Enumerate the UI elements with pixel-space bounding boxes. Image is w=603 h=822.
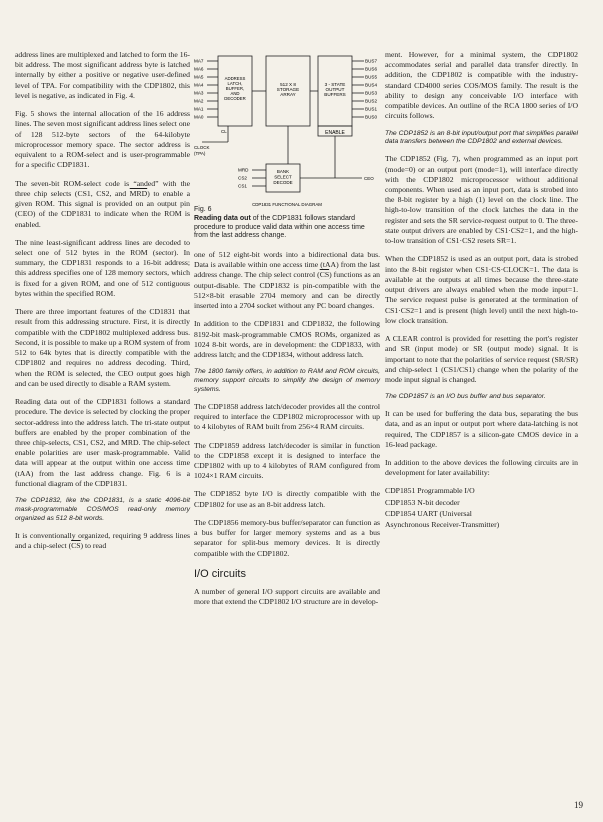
address-input-label: MA5 — [194, 74, 204, 80]
diagram-svg — [194, 50, 380, 210]
paragraph: address lines are multiplexed and latched to form the 16-bit address. The most significant address byte is latched internally by either a positive or negative user-defined level of TPA. For compatibility with the CDP1802, this level is negative, as indicated in Fig. 4. — [15, 50, 190, 100]
list-item: CDP1853 N-bit decoder — [385, 497, 460, 507]
enable-label: ENABLE — [325, 130, 345, 136]
paragraph: In addition to the CDP1831 and CDP1832, the following 8192-bit mask-programmable CMOS ROMs, organized as 1024 8-bit words, are in development: the CDP1833, with address latch; and the CDP1834, without address latch. — [194, 319, 380, 360]
diagram-title: CDP1831 FUNCTIONAL DIAGRAM — [252, 202, 322, 207]
ceo-label: CEO — [364, 176, 374, 181]
pull-caption: The CDP1832, like the CDP1831, is a static 4096-bit mask-programmable COS/MOS read-only memory organized as 512 8-bit words. — [15, 497, 190, 522]
text-run: ) to enable a given ROM. This signal is provided on an output pin (CEO) of the CDP1831 to indicate when the ROM is enabled. — [15, 188, 190, 229]
latch-text-line: AND — [230, 91, 240, 96]
address-input-label: MA6 — [194, 66, 204, 72]
address-input-label: MA7 — [194, 58, 204, 64]
paragraph: The CDP1856 memory-bus buffer/separator can function as a bus buffer for larger memory systems and as a bus separator for split-bus memory devices. It is directly compatible with the CDP1802. — [194, 517, 380, 558]
paragraph: ment. However, for a minimal system, the CDP1802 accommodates serial and parallel data transfer directly. In addition, the CDP1802 is compatible with the industry-standard CD4000 series COS/MOS family. The result is the ability to design any conceivable I/O interface with compatible devices. An outline of the RCA 1800 series of I/O circuits follows. — [385, 50, 578, 121]
buffer-text-line: 3 - STATE — [324, 82, 346, 87]
latch-text-line: DECODER — [224, 96, 246, 101]
paragraph: The CDP1852 byte I/O is directly compatible with the CDP1802 for use as an 8-bit address latch. — [194, 489, 380, 509]
column-right — [385, 50, 578, 531]
bus-output-label: BUS0 — [365, 114, 378, 120]
pull-caption: The CDP1857 is an I/O bus buffer and bus separator. — [385, 393, 546, 401]
paragraph: A number of general I/O support circuits are available and more that extend the CDP1802 I/O structure are in develop- — [194, 586, 380, 606]
paragraph — [194, 250, 380, 311]
select-input-label: CS1 — [238, 183, 247, 189]
list-item: Asynchronous Receiver-Transmitter) — [385, 520, 500, 530]
address-input-label: MA0 — [194, 114, 204, 120]
section-heading: I/O circuits — [194, 567, 246, 580]
latch-text-line: LATCH, — [227, 81, 243, 86]
storage-text-line: ARRAY — [280, 92, 296, 97]
list-item: CDP1854 UART (Universal — [385, 508, 472, 518]
select-text-line: BANK — [276, 169, 290, 174]
select-text-line: SELECT — [274, 174, 292, 180]
storage-block-label — [277, 82, 299, 97]
column-left — [15, 50, 190, 559]
select-block-label — [273, 169, 292, 185]
text-run: It is conventionally organized, requiring 9 address lines and a chip-select ( — [15, 530, 190, 550]
text-run: ) functions as an output-disable. The CDP1832 is pin-compatible with the 512×8-bit erasable 2704 memory and can be directly inserted into a 2704 socket without any PC board changes. — [194, 270, 380, 311]
text-run: ) to read — [80, 540, 107, 550]
signal-mrd: $\overline{MRD}$ — [129, 188, 148, 198]
bus-outputs — [352, 59, 377, 120]
paragraph: The nine least-significant address lines are decoded to select one of 512 bytes in the ROM (sector). In summary, the CDP1831 responds to a 16-bit address; this address specifies one of 128 memory sectors, which is fixed for a given ROM, and one of 512 contiguous bytes within the specified ROM. — [15, 237, 190, 298]
paragraph: It can be used for buffering the data bus, separating the bus data, and as an input or output port where data-latching is not required, The CDP1857 is a silicon-gate CMOS device in a 16-lead package. — [385, 409, 578, 449]
address-input-label: MA4 — [194, 82, 204, 88]
text-run: The seven-bit ROM-select code is “anded” with the three chip selects (CS1, CS2, and — [15, 178, 190, 198]
paragraph: The CDP1859 address latch/decoder is similar in function to the CDP1858 except it is designed to interface the CDP1802 with up to 4 kilobytes of RAM configured from 1024×1 RAM circuits. — [194, 440, 380, 481]
paragraph — [15, 531, 190, 551]
paragraph: There are three important features of the CD1831 that result from this addressing structure. First, it is directly compatible with the CDP1802 multiplexed address bus. Second, it is possible to make up a ROM system of from 512 to 64k bytes that is directly compatible with the CDP1802 and requires no address decoding. Third, when the ROM is selected, the CEO output goes high and can be used directly to disable a RAM system. — [15, 307, 190, 388]
tpa-label: (TPA) — [194, 151, 206, 156]
storage-text-line: 512 X 8 — [280, 82, 296, 87]
column-middle — [194, 250, 380, 615]
address-input-label: MA2 — [194, 98, 204, 104]
bus-output-label: BUS3 — [365, 90, 378, 96]
buffer-text-line: OUTPUT — [325, 87, 345, 92]
select-input-label: MRD — [238, 167, 249, 173]
caption-bold: Reading data out — [194, 214, 251, 222]
paragraph — [15, 179, 190, 230]
latch-text-line: BUFFER, — [225, 86, 245, 91]
bus-output-label: BUS7 — [365, 58, 378, 64]
storage-text-line: STORAGE — [276, 87, 300, 92]
paragraph: Reading data out of the CDP1831 follows a standard procedure. The device is selected by clocking the proper sector-address into the address latch. The tri-state output buffers are enabled by the proper combination of the three chip-selects, CS1, CS2, and MRD. The chip-select enable polarities are user mask-programmable. Valid data will appear at the output within one access time (tAA) from the last address change. Fig. 6 is a functional diagram of the CDP1831. — [15, 397, 190, 488]
paragraph: The CDP1858 address latch/decoder provides all the control required to interface the CDP1802 microprocessor with up to 4 kilobytes of RAM built from 256×4 RAM circuits. — [194, 401, 380, 432]
pull-caption: The CDP1852 is an 8-bit input/output port that simplifies parallel data transfers between the CDP1802 and external devices. — [385, 129, 578, 146]
bus-output-label: BUS1 — [365, 106, 378, 112]
caption-text: of the CDP1831 follows standard procedure to produce valid data within one access time from the last address change. — [194, 214, 365, 240]
signal-cs: $\overline{CS}$ — [319, 270, 330, 280]
bus-output-label: BUS2 — [365, 98, 378, 104]
figure-number: Fig. 6 — [194, 206, 212, 213]
address-input-label: MA3 — [194, 90, 204, 96]
figure-caption — [194, 206, 380, 241]
select-inputs — [238, 168, 266, 189]
pull-caption: The 1800 family offers, in addition to RAM and ROM circuits, memory support circuits to simplify the design of memory systems. — [194, 368, 380, 393]
cl-label: CL — [221, 129, 227, 134]
paragraph: A CLEAR control is provided for resetting the port's register and SR (input mode) or SR (output mode) signal. It is important to note that the polarities of service request (SR/SR) and chip-select 1 (CS1/CS1) change when the polarity of the mode input signal is changed. — [385, 334, 578, 384]
latch-text-line: ADDRESS — [224, 76, 246, 81]
bus-output-label: BUS4 — [365, 82, 378, 88]
signal-cs: $\overline{CS}$ — [71, 540, 81, 550]
paragraph: Fig. 5 shows the internal allocation of the 16 address lines. The seven most significant address lines select one of 128 512-byte sectors of the 64-kilobyte microprocessor memory space. The sector address is equivalent to a ROM-select and is user-programmable for a specific CDP1831. — [15, 109, 190, 170]
list-item: CDP1851 Programmable I/O — [385, 486, 475, 496]
paragraph: The CDP1852 (Fig. 7), when programmed as an input port (mode=0) or an output port (mode=1), will interface directly with the CDP1802 microprocessor without additional components. When used as an input port, data is strobed into the 8-bit register by a high (1) level on the clock line. The high-to-low transition of the clock latches the data in the register and sets the SR service-request output to 0. The three-state output drivers are enabled by CS1·CS2=1, and the high-to-low transition of CS1·CS2 resets SR=1. — [385, 154, 578, 246]
bus-output-label: BUS6 — [365, 66, 378, 72]
buffer-block-label — [324, 82, 345, 97]
paragraph: When the CDP1852 is used as an output port, data is strobed into the 8-bit register when CS1·CS·CLOCK=1. The data is available at the outputs at all times because the three-state output drivers are always enabled when the mode input=1. The service request pulse is generated at the termination of CS1·CS2=1 and is present (high level) until the next high-to-low clock transition. — [385, 254, 578, 325]
buffer-text-line: BUFFERS — [324, 92, 346, 97]
paragraph: In addition to the above devices the following circuits are in development for later availability: — [385, 457, 578, 478]
text-run: one of 512 eight-bit words into a bidirectional data bus. Data is available within one access time (tAA) from the last address change. The chip select control ( — [194, 250, 380, 280]
clock-label: CLOCK — [194, 145, 210, 150]
latch-block-label — [224, 76, 246, 101]
select-text-line: DECODE — [273, 180, 293, 185]
bus-output-label: BUS5 — [365, 74, 378, 80]
address-inputs — [194, 59, 218, 120]
page-number: 19 — [574, 800, 583, 810]
select-input-label: CS2 — [238, 175, 247, 181]
address-input-label: MA1 — [194, 106, 204, 112]
